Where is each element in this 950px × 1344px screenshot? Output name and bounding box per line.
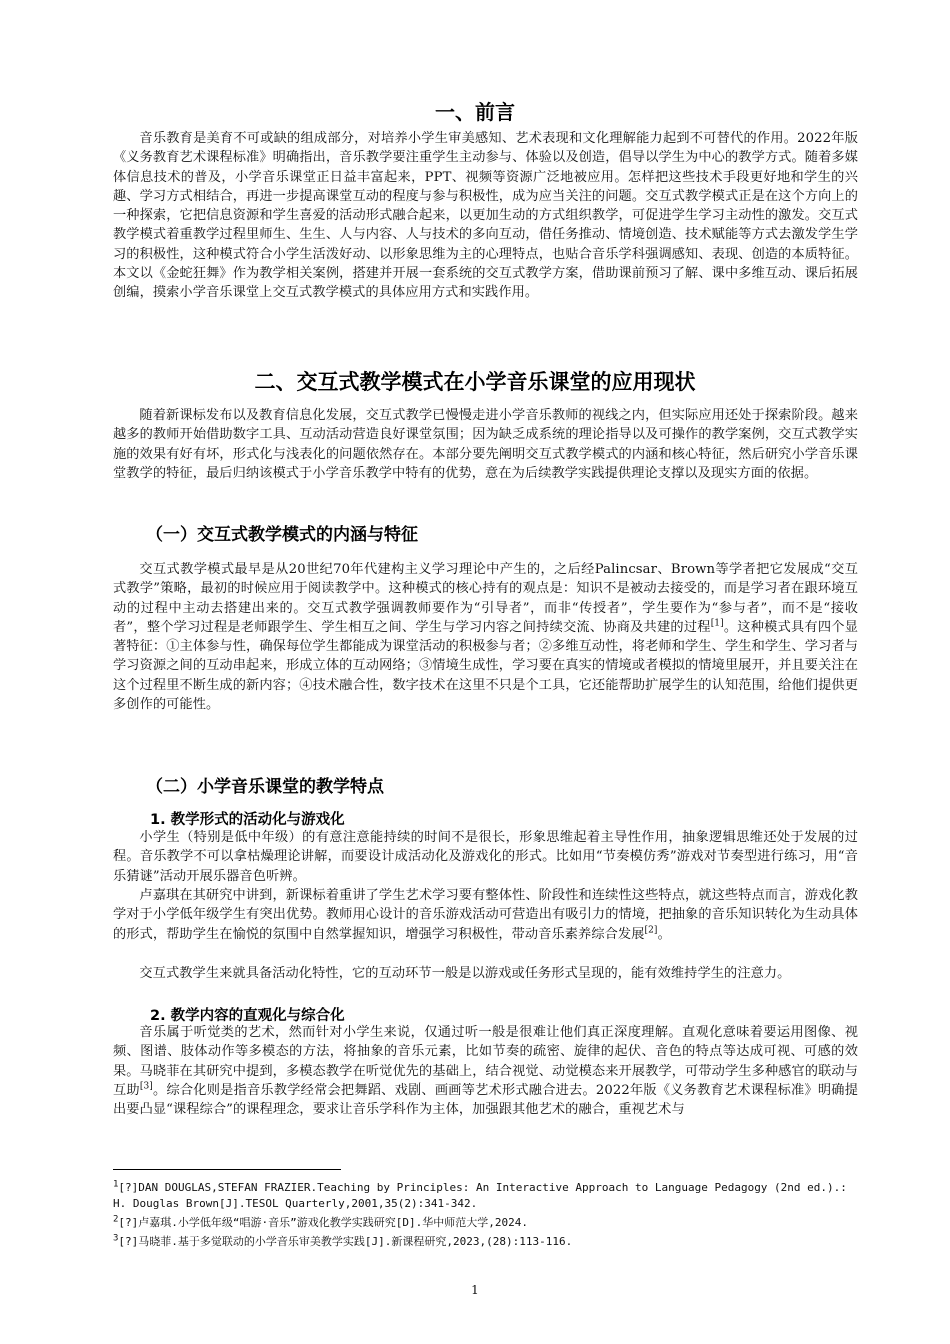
connotation-text-tail: 。这种模式具有四个显著特征：①主体参与性，确保每位学生都能成为课堂活动的积极参与者；②多维互动性，将老师和学生、学生和学生、学习者与学习资源之间的互动串起来，形成立体的互动网络；③情境生成性，学习要在真实的情境或者模拟的情境里展开，并且要关注在这个过程里不断生成的新内容；④技术融合性，数字技术在这里不只是个工具，它还能帮助扩展学生的认知范围，给他们提供更多创作的可能性。	[113, 619, 858, 713]
citation-ref-2: [2]	[644, 925, 658, 936]
activity-paragraph-2	[113, 886, 858, 944]
preface-paragraph: 音乐教育是美育不可或缺的组成部分，对培养小学生审美感知、艺术表现和文化理解能力起到不可替代的作用。2022年版《义务教育艺术课程标准》明确指出，音乐教学要注重学生主动参与、体验以及创造，倡导以学生为中心的教学方式。随着多媒体信息技术的普及，小学音乐课堂正日益丰富起来，PPT、视频等资源广泛地被应用。怎样把这些技术手段更好地和学生的兴趣、学习方式相结合，再进一步提高课堂互动的程度与参与积极性，成为应当关注的问题。交互式教学模式正是在这个方向上的一种探索，它把信息资源和学生喜爱的活动形式融合起来，以更加生动的方式组织教学，可促进学生学习主动性的激发。交互式教学模式着重教学过程里师生、生生、人与内容、人与技术的多向互动，借任务推动、情境创造、技术赋能等方式去激发学生学习的积极性，这种模式符合小学生活泼好动、以形象思维为主的心理特点，也贴合音乐学科强调感知、表现、创造的本质特征。本文以《金蛇狂舞》作为教学相关案例，搭建并开展一套系统的交互式教学方案，借助课前预习了解、课中多维互动、课后拓展创编，摸索小学音乐课堂上交互式教学模式的具体应用方式和实践作用。	[113, 131, 858, 301]
section-heading-application-status: 二、交互式教学模式在小学音乐课堂的应用现状	[254, 370, 696, 394]
footnote-2	[113, 1215, 858, 1231]
activity-paragraph-2-text: 卢嘉琪在其研究中讲到，新课标着重讲了学生艺术学习要有整体性、阶段性和连续性这些特点，就这些特点而言，游戏化教学对于小学低年级学生有突出优势。教师用心设计的音乐游戏活动可营造出有吸引力的情境，把抽象的音乐知识转化为生动具体的形式，帮助学生在愉悦的氛围中自然掌握知识，增强学习积极性，带动音乐素养综合发展	[113, 888, 858, 942]
connotation-paragraph	[113, 560, 858, 714]
connotation-text: 交互式教学模式最早是从20世纪70年代建构主义学习理论中产生的，之后经Palincsar、Brown等学者把它发展成“交互式教学”策略，最初的时候应用于阅读教学中。这种模式的核心持有的观点是：知识不是被动去接受的，而是学习者在跟环境互动的过程中主动去搭建出来的。交互式教学强调教师要作为“引导者”，而非“传授者”，学生要作为“参与者”，而不是“接收者”，整个学习过程是老师跟学生、学生相互之间、学生与学习内容之间持续交流、协商及共建的过程	[113, 562, 858, 635]
page-number: 1	[471, 1283, 479, 1297]
footnote-1-mark: 1	[113, 1179, 119, 1190]
footnote-1	[113, 1180, 858, 1212]
footnote-divider	[113, 1169, 341, 1170]
activity-paragraph-1: 小学生（特别是低中年级）的有意注意能持续的时间不是很长，形象思维起着主导性作用，抽象逻辑思维还处于发展的过程。音乐教学不可以拿枯燥理论讲解，而要设计成活动化及游戏化的形式。比如用“节奏模仿秀”游戏对节奏型进行练习，用“音乐猜谜”活动开展乐器音色听辨。	[113, 830, 858, 884]
subsection-heading-connotation: （一）交互式教学模式的内涵与特征	[146, 525, 418, 545]
footnote-1-text: [?]DAN DOUGLAS,STEFAN FRAZIER.Teaching by Principles: An Interactive Approach to Language Pedagogy (2nd ed.).: H. Douglas Brown[J].TESOL Quarterly,2001,35(2):341-342.	[113, 1181, 847, 1210]
subsection-heading-teaching-features: （二）小学音乐课堂的教学特点	[146, 777, 384, 797]
item-heading-intuitive-comprehensive: 2. 教学内容的直观化与综合化	[150, 1008, 345, 1024]
item-heading-activity-gamification: 1. 教学形式的活动化与游戏化	[150, 812, 345, 828]
application-status-paragraph: 随着新课标发布以及教育信息化发展，交互式教学已慢慢走进小学音乐教师的视线之内，但实际应用还处于探索阶段。越来越多的教师开始借助数字工具、互动活动营造良好课堂氛围；因为缺乏成系统的理论指导以及可操作的教学案例，交互式教学实施的效果有好有坏，形式化与浅表化的问题依然存在。本部分要先阐明交互式教学模式的内涵和核心特征，然后研究小学音乐课堂教学的特征，最后归纳该模式于小学音乐教学中特有的优势，意在为后续教学实践提供理论支撑以及现实方面的依据。	[113, 408, 858, 481]
citation-ref-3: [3]	[139, 1081, 153, 1092]
footnote-3-text: [?]马晓菲.基于多觉联动的小学音乐审美教学实践[J].新课程研究,2023,(28):113-116.	[118, 1235, 573, 1248]
intuitive-paragraph	[113, 1023, 858, 1119]
intuitive-paragraph-tail: 。综合化则是指音乐教学经常会把舞蹈、戏剧、画画等艺术形式融合进去。2022年版《义务教育艺术课程标准》明确提出要凸显“课程综合”的课程理念，要求让音乐学科作为主体，加强跟其他艺术的融合，重视艺术与	[113, 1082, 858, 1118]
citation-ref-1: [1]	[710, 618, 724, 629]
footnote-3-mark: 3	[113, 1233, 119, 1244]
section-heading-preface: 一、前言	[435, 100, 515, 124]
intuitive-paragraph-text: 音乐属于听觉类的艺术，然而针对小学生来说，仅通过听一般是很难让他们真正深度理解。直观化意味着要运用图像、视频、图谱、肢体动作等多模态的方法，将抽象的音乐元素，比如节奏的疏密、旋律的起伏、音色的特点等达成可视、可感的效果。马晓菲在其研究中提到，多模态教学在听觉优先的基础上，结合视觉、动觉模态来开展教学，可带动学生多种感官的联动与互助	[113, 1025, 858, 1098]
activity-paragraph-2-tail: 。	[657, 926, 671, 942]
footnote-2-mark: 2	[113, 1214, 119, 1225]
footnote-2-text: [?]卢嘉琪.小学低年级“唱游·音乐”游戏化教学实践研究[D].华中师范大学,2024.	[118, 1216, 529, 1229]
activity-paragraph-3: 交互式教学生来就具备活动化特性，它的互动环节一般是以游戏或任务形式呈现的，能有效维持学生的注意力。	[139, 966, 791, 981]
footnote-3	[113, 1234, 858, 1250]
